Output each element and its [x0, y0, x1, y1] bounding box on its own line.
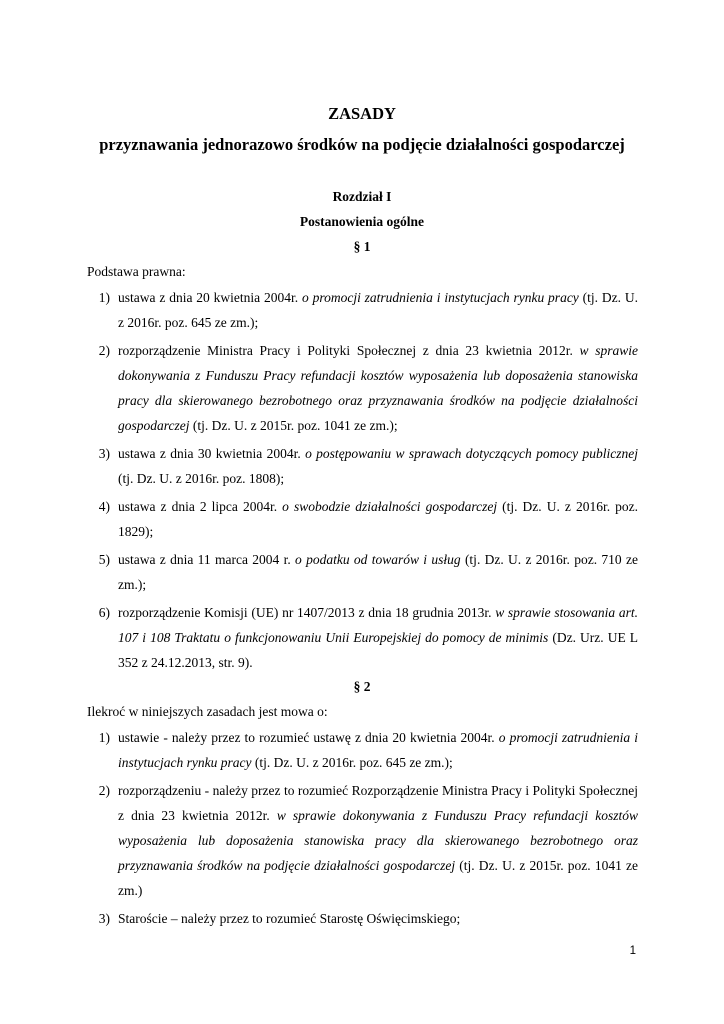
list-item-text: ustawa z dnia 20 kwietnia 2004r. o promocji zatrudnienia i instytucjach rynku pracy (tj. Dz. U. z 2016r. poz. 645 ze zm.);: [118, 290, 638, 330]
section-1-intro: Podstawa prawna:: [87, 264, 186, 279]
section-2-list: [87, 725, 638, 934]
list-item-text: rozporządzeniu - należy przez to rozumieć Rozporządzenie Ministra Pracy i Polityki Społecznej z dnia 23 kwietnia 2012r. w sprawie dokonywania z Funduszu Pracy refundacji kosztów wyposażenia lub doposażenia stanowiska pracy dla skierowanego bezrobotnego oraz przyznawania środków na podjęcie działalności gospodarczej (tj. Dz. U. z 2015r. poz. 1041 ze zm.): [118, 783, 638, 898]
list-item-number: 1): [98, 290, 110, 305]
list-item-number: 2): [98, 343, 110, 358]
list-item: [87, 494, 638, 544]
list-item: [87, 338, 638, 438]
section-1-mark: § 1: [353, 239, 371, 254]
list-item: [87, 441, 638, 491]
chapter-name: Postanowienia ogólne: [299, 214, 425, 229]
list-item-number: 4): [98, 499, 110, 514]
page-number: 1: [629, 945, 636, 957]
list-item: [87, 547, 638, 597]
list-item-number: 3): [98, 911, 110, 926]
list-item: [87, 725, 638, 775]
section-1-list: [87, 285, 638, 678]
list-item: [87, 285, 638, 335]
list-item-number: 6): [98, 605, 110, 620]
list-item-text: rozporządzenie Komisji (UE) nr 1407/2013 z dnia 18 grudnia 2013r. w sprawie stosowania art. 107 i 108 Traktatu o funkcjonowaniu Unii Europejskiej do pomocy de minimis (Dz. Urz. UE L 352 z 24.12.2013, str. 9).: [118, 605, 639, 670]
list-item-text: rozporządzenie Ministra Pracy i Polityki Społecznej z dnia 23 kwietnia 2012r. w sprawie dokonywania z Funduszu Pracy refundacji kosztów wyposażenia lub doposażenia stanowiska pracy dla skierowanego bezrobotnego oraz przyznawania środków na podjęcie działalności gospodarczej (tj. Dz. U. z 2015r. poz. 1041 ze zm.);: [118, 343, 638, 433]
list-item-text: ustawie - należy przez to rozumieć ustawę z dnia 20 kwietnia 2004r. o promocji zatrudnienia i instytucjach rynku pracy (tj. Dz. U. z 2016r. poz. 645 ze zm.);: [118, 730, 638, 770]
list-item-number: 2): [98, 783, 110, 798]
list-item-number: 3): [98, 446, 110, 461]
list-item-text: ustawa z dnia 30 kwietnia 2004r. o postępowaniu w sprawach dotyczących pomocy publicznej (tj. Dz. U. z 2016r. poz. 1808);: [118, 446, 638, 486]
chapter-number: Rozdział I: [332, 189, 392, 204]
list-item: [87, 600, 638, 675]
list-item: [87, 778, 638, 903]
list-item-text: ustawa z dnia 11 marca 2004 r. o podatku od towarów i usług (tj. Dz. U. z 2016r. poz. 710 ze zm.);: [118, 552, 638, 592]
section-2-intro: Ilekroć w niniejszych zasadach jest mowa o:: [87, 704, 328, 719]
document-subtitle: przyznawania jednorazowo środków na podjęcie działalności gospodarczej: [99, 135, 625, 154]
list-item-number: 5): [98, 552, 110, 567]
list-item-number: 1): [98, 730, 110, 745]
list-item-text: ustawa z dnia 2 lipca 2004r. o swobodzie działalności gospodarczej (tj. Dz. U. z 2016r. poz. 1829);: [118, 499, 638, 539]
document-title: ZASADY: [328, 104, 396, 123]
section-2-mark: § 2: [353, 679, 371, 694]
list-item-text: Staroście – należy przez to rozumieć Starostę Oświęcimskiego;: [118, 911, 461, 926]
list-item: [87, 906, 638, 931]
